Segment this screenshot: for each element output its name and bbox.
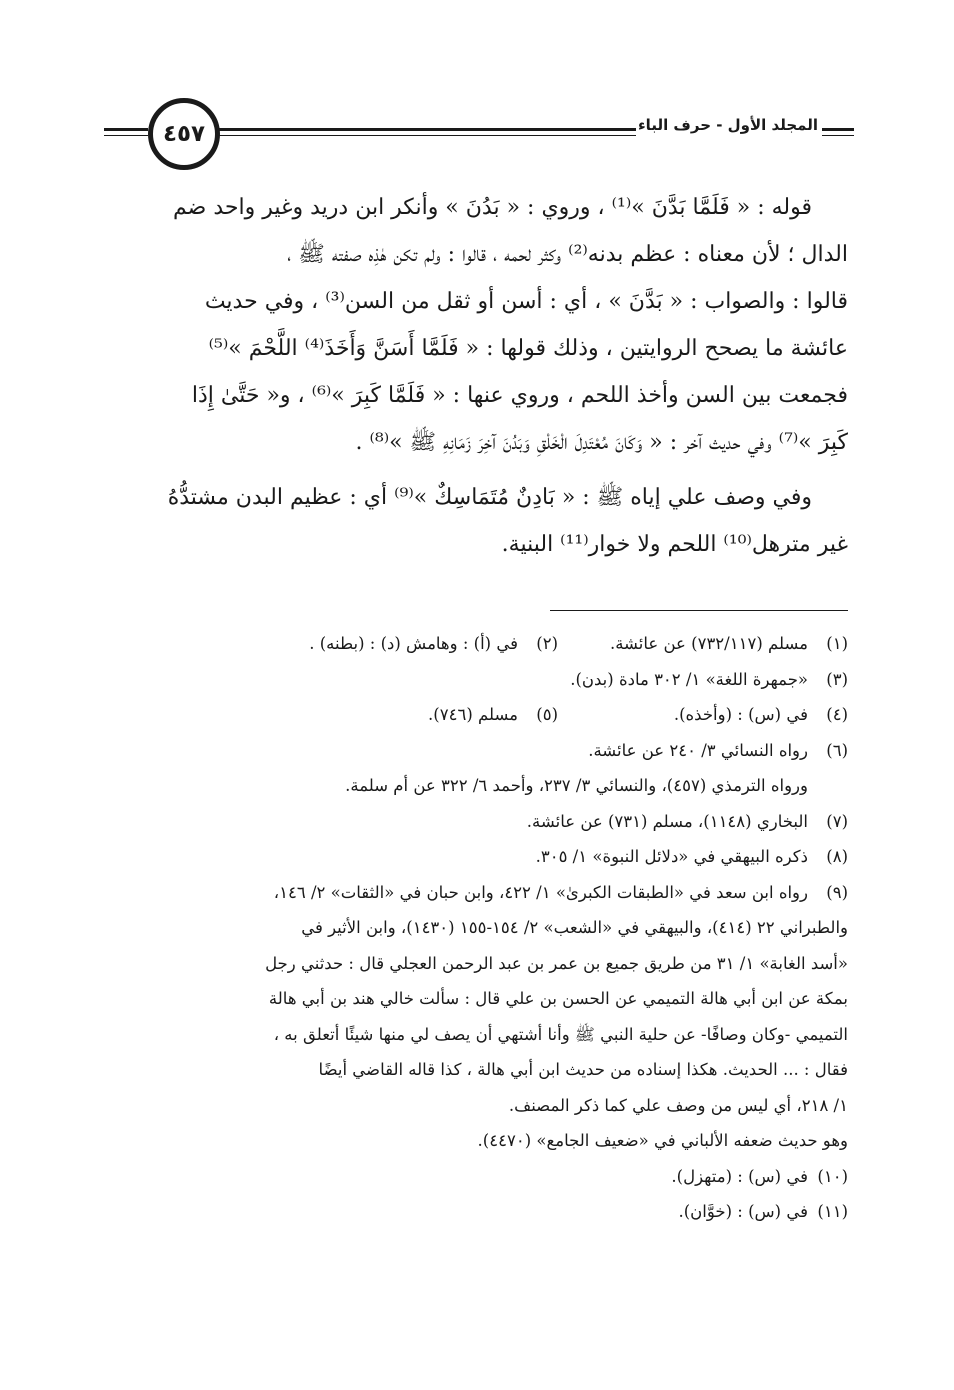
footnote-6 xyxy=(106,733,848,769)
footnote-line: «أسد الغابة» ١/ ٣١ من طريق جميع بن عمر بن عبد الرحمن العجلي قال : حدثني رجل xyxy=(265,953,848,973)
header-rule xyxy=(216,135,636,136)
footnote-continuation: ورواه الترمذي (٤٥٧)، والنسائي ٣/ ٢٣٧، وأحمد ٦/ ٣٢٢ عن أم سلمة. xyxy=(345,776,808,795)
footnote-text: في (س) : (متهزل). xyxy=(671,1166,808,1186)
header-rule xyxy=(216,128,636,131)
header-rule xyxy=(822,128,854,131)
page-number: ٤٥٧ xyxy=(148,98,220,170)
footnote-7 xyxy=(106,804,848,840)
footnote-number: (٧) xyxy=(826,811,848,831)
text-line: قالوا : والصواب : « بَدَّنَ » ، أي : أسن أو ثقل من السن⁽³⁾ ، وفي حديث xyxy=(204,289,848,314)
footnote-line: التميمي -وكان وصافًا- عن حلية النبي ﷺ وأنا أشتهي أن يصف لي منها شيئًا أتعلق به ، xyxy=(273,1024,848,1044)
footnote-number: (٨) xyxy=(826,847,848,866)
footnote-number: (٤) xyxy=(826,705,848,724)
footnote-number: (٩) xyxy=(826,882,848,902)
header-rule xyxy=(104,128,148,131)
footnote-text: في (س) : (خوَّان). xyxy=(678,1202,808,1221)
footnote-text: مسلم (٧٤٦). xyxy=(428,705,518,724)
footnote-divider xyxy=(550,610,848,611)
footnote-10 xyxy=(106,1159,848,1195)
footnote-number: (١) xyxy=(826,634,848,653)
page-header xyxy=(104,96,854,170)
footnote-4-5 xyxy=(106,697,848,733)
footnote-line: ١/ ٢١٨، أي ليس من وصف علي كما ذكر المصنف. xyxy=(508,1095,848,1115)
header-rule xyxy=(822,135,854,136)
header-rule xyxy=(104,135,148,136)
text-line: غير مترهل⁽¹⁰⁾ اللحم ولا خوار⁽¹¹⁾ البنية. xyxy=(501,532,848,557)
footnotes xyxy=(106,626,848,1230)
footnote-text: مسلم (٧٣٢/١١٧) عن عائشة. xyxy=(609,634,808,653)
footnote-text: ذكره البيهقي في «دلائل النبوة» ١/ ٣٠٥. xyxy=(535,847,808,866)
footnote-text: في (أ) : وهامش (د) : (بطنه) . xyxy=(309,634,518,653)
footnote-text: رواه النسائي ٣/ ٢٤٠ عن عائشة. xyxy=(588,740,808,760)
footnote-line: والطبراني ٢٢ (٤١٤)، والبيهقي في «الشعب» ٢/ ١٥٤-١٥٥ (١٤٣٠)، وابن الأثير في xyxy=(301,918,848,937)
footnote-number: (٣) xyxy=(826,669,848,689)
footnote-line: بمكة عن ابن أبي هالة التميمي عن الحسن بن علي قال : سألت خالي هند بن أبي هالة xyxy=(268,989,848,1008)
footnote-11 xyxy=(106,1194,848,1230)
text-line: فجمعت بين السن وأخذ اللحم ، وروي عنها : « فَلَمَّا كَبِرَ »⁽⁶⁾ ، و« حَتَّىٰ إِذَا xyxy=(191,383,848,408)
footnote-number: (٢) xyxy=(536,634,558,653)
footnote-3 xyxy=(106,662,848,698)
main-text xyxy=(106,184,848,568)
text-line: وفي وصف علي إياه ﷺ : « بَادِنٌ مُتَمَاسِكٌ »⁽⁹⁾ أي : عظيم البدن مشتدُّهُ xyxy=(167,485,812,510)
footnote-text: في (س) : (وأخذه). xyxy=(673,705,808,724)
running-title: المجلد الأول - حرف الباء xyxy=(638,116,818,134)
footnote-1-2 xyxy=(106,626,848,662)
text-line: قوله : « فَلَمَّا بَدَّنَ »⁽¹⁾ ، وروي : « بَدُنَ » وأنكر ابن دريد وغير واحد ضم xyxy=(173,195,812,220)
footnote-9 xyxy=(106,875,848,911)
text-line: عائشة ما يصحح الروايتين ، وذلك قولها : « فَلَمَّا أَسَنَّ وَأَخَذَ⁽⁴⁾ اللَّحْمَ »⁽⁵⁾ xyxy=(208,336,848,361)
footnote-text: رواه ابن سعد في «الطبقات الكبرىٰ» ١/ ٤٢٢، وابن حبان في «الثقات» ٢/ ١٤٦، xyxy=(273,882,808,902)
footnote-line: وهو حديث ضعفه الألباني في «ضعيف الجامع» (٤٤٧٠). xyxy=(477,1131,848,1150)
text-line: كَبِرَ »⁽⁷⁾ وفي حديث آخر : « وَكَانَ مُعْتَدِلَ الْخَلْقِ وَبَدُنَ آخِرَ زَمَانِهِ ﷺ »⁽⁸⁾ . xyxy=(355,430,848,455)
footnote-8 xyxy=(106,839,848,875)
footnote-number: (٦) xyxy=(826,740,848,760)
footnote-number: (٥) xyxy=(536,705,558,724)
text-line: الدال ؛ لأن معناه : عظم بدنه⁽²⁾ وكثر لحمه ، قالوا : ولم تكن هٰذِه صفته ﷺ ، xyxy=(287,242,848,267)
footnote-line: فقال : ... الحديث. هكذا إسناده من حديث ابن أبي هالة ، كذا قاله القاضي أيضًا xyxy=(318,1060,848,1079)
footnote-number: (١٠) xyxy=(817,1166,848,1186)
footnote-text: «جمهرة اللغة» ١/ ٣٠٢ مادة (بدن). xyxy=(570,669,808,689)
footnote-number: (١١) xyxy=(817,1202,848,1221)
footnote-text: البخاري (١١٤٨)، مسلم (٧٣١) عن عائشة. xyxy=(526,811,808,831)
